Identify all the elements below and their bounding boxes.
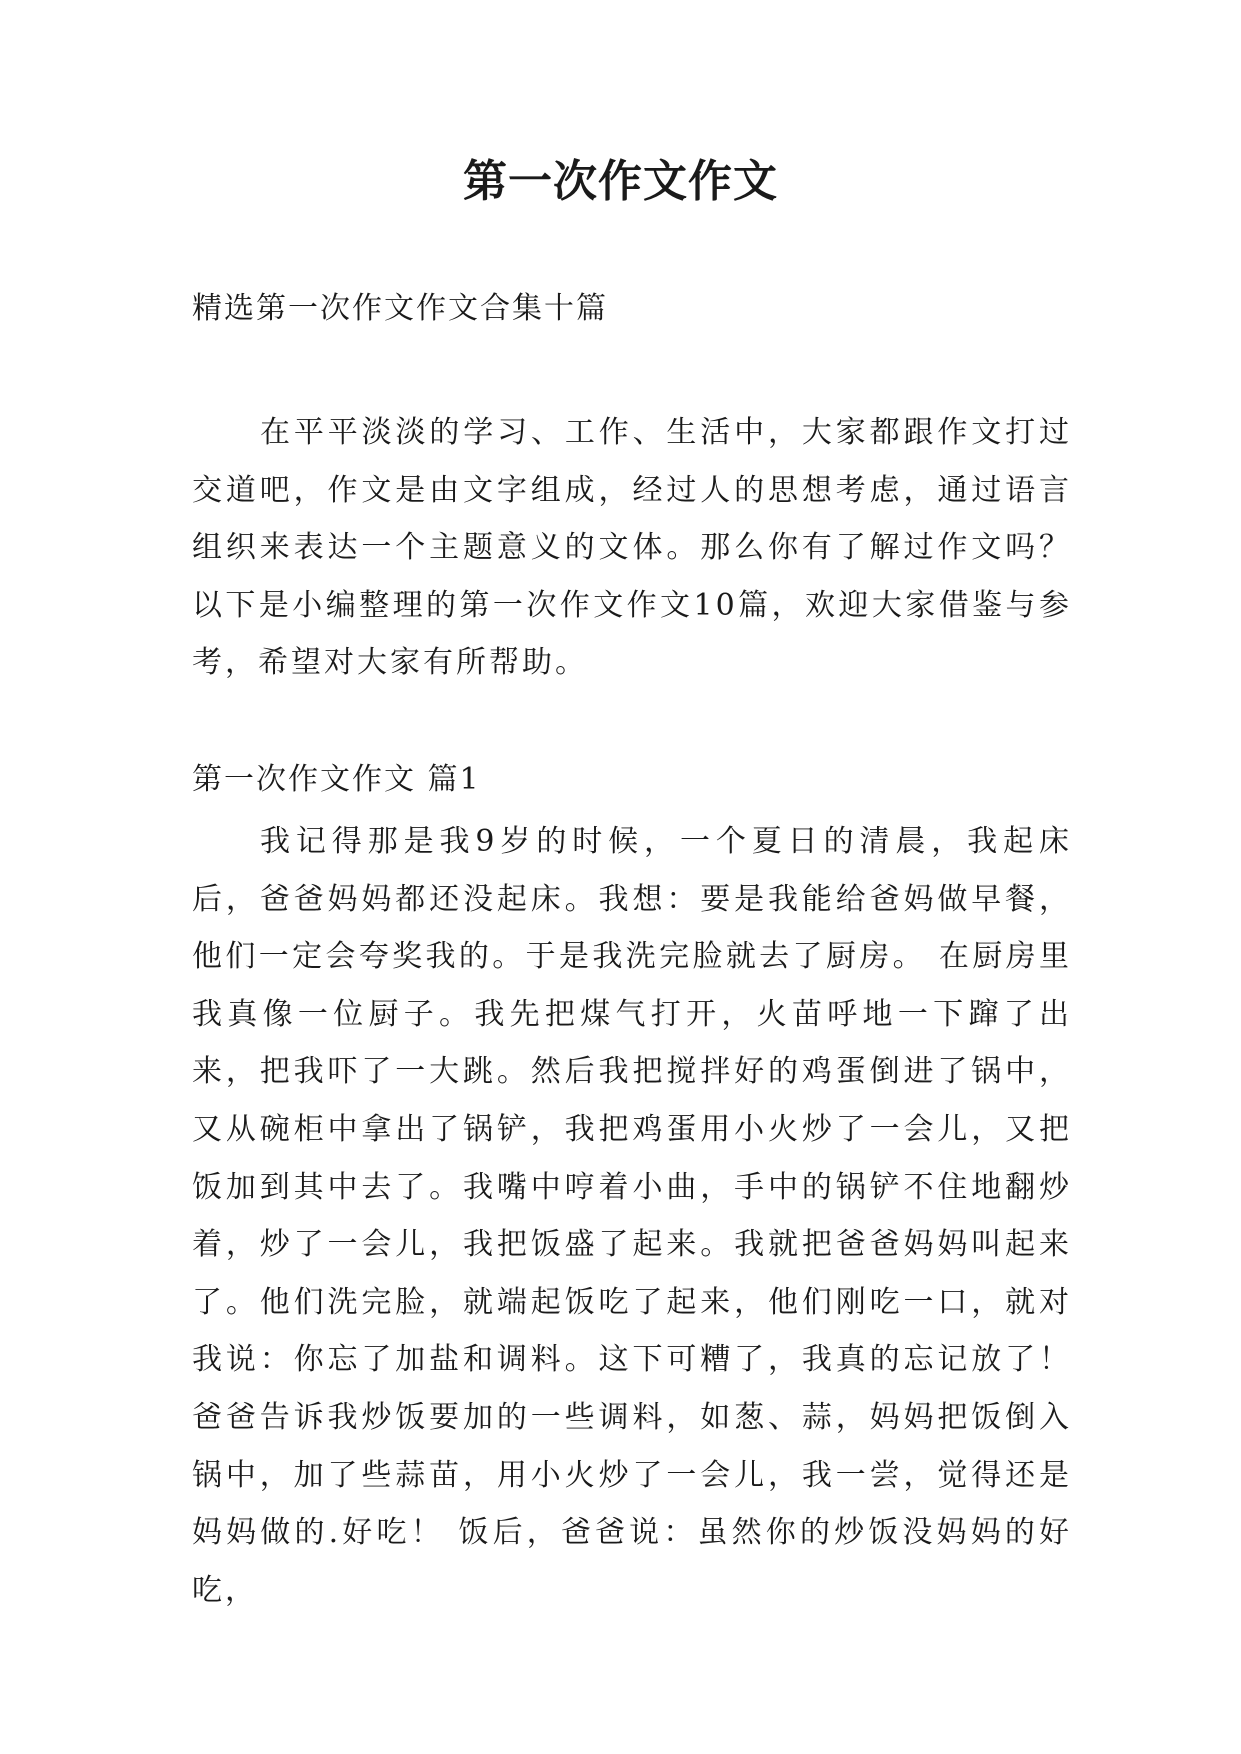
document-subtitle: 精选第一次作文作文合集十篇 bbox=[192, 291, 608, 326]
intro-paragraph: 在平平淡淡的学习、工作、生活中，大家都跟作文打过交道吧，作文是由文字组成，经过人的思想考虑，通过语言组织来表达一个主题意义的文体。那么你有了解过作文吗？以下是小编整理的第一次作文作文10篇，欢迎大家借鉴与参考，希望对大家有所帮助。 bbox=[192, 415, 1072, 681]
document-title: 第一次作文作文 bbox=[463, 156, 778, 207]
section-paragraph: 我记得那是我9岁的时候，一个夏日的清晨，我起床后，爸爸妈妈都还没起床。我想：要是我能给爸妈做早餐，他们一定会夸奖我的。于是我洗完脸就去了厨房。 在厨房里我真像一位厨子。我先把煤气打开，火苗呼地一下蹿了出来，把我吓了一大跳。然后我把搅拌好的鸡蛋倒进了锅中，又从碗柜中拿出了锅铲，我把鸡蛋用小火炒了一会儿，又把饭加到其中去了。我嘴中哼着小曲，手中的锅铲不住地翻炒着，炒了一会儿，我把饭盛了起来。我就把爸爸妈妈叫起来了。他们洗完脸，就端起饭吃了起来，他们刚吃一口，就对我说：你忘了加盐和调料。这下可糟了，我真的忘记放了！爸爸告诉我炒饭要加的一些调料，如葱、蒜，妈妈把饭倒入锅中，加了些蒜苗，用小火炒了一会儿，我一尝，觉得还是妈妈做的.好吃！ 饭后，爸爸说：虽然你的炒饭没妈妈的好吃， bbox=[192, 824, 1072, 1608]
section-heading: 第一次作文作文 篇1 bbox=[192, 762, 481, 797]
